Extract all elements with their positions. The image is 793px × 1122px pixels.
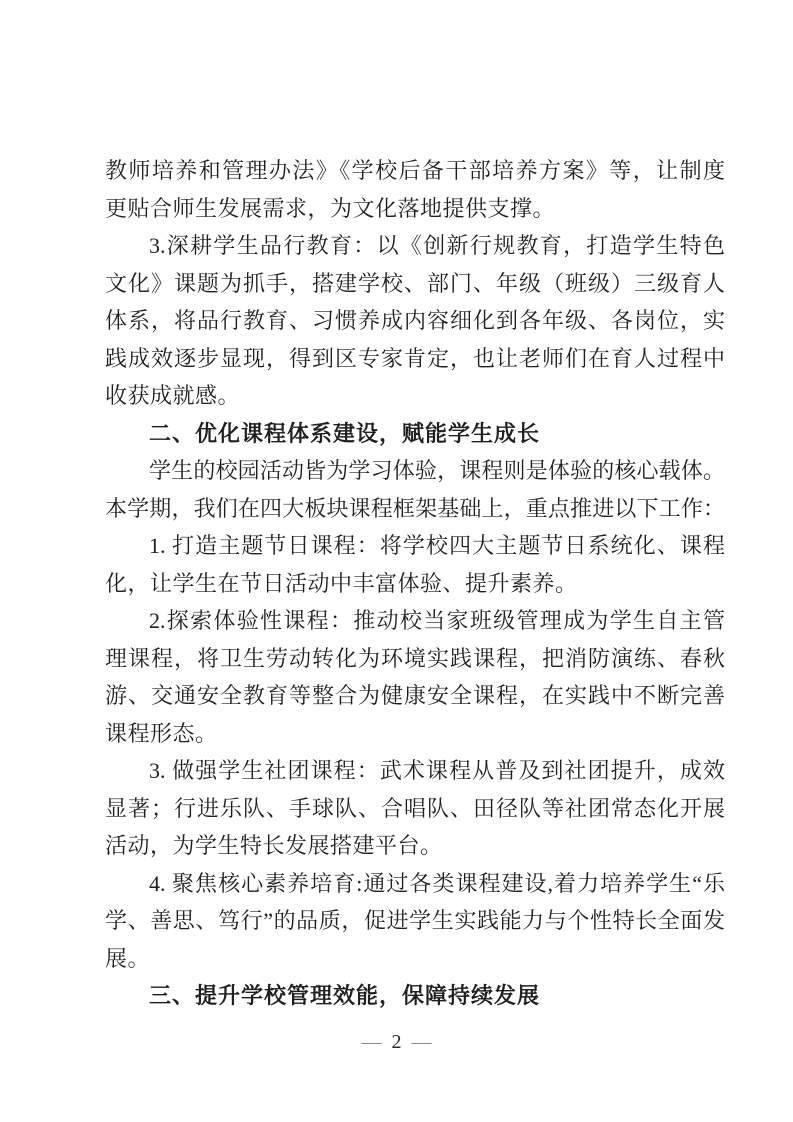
document-body (105, 152, 725, 1015)
text-line: 学、善思、笃行”的品质，促进学生实践能力与个性特长全面发 (105, 908, 725, 933)
text-line: 理课程，将卫生劳动转化为环境实践课程，把消防演练、春秋 (105, 645, 725, 671)
text-line: 2.探索体验性课程：推动校当家班级管理成为学生自主管 (149, 608, 725, 633)
text-line: 践成效逐步显现，得到区专家肯定，也让老师们在育人过程中 (105, 345, 725, 371)
text-line: 显著；行进乐队、手球队、合唱队、田径队等社团常态化开展 (105, 795, 725, 821)
section-heading (105, 415, 725, 453)
paragraph (105, 527, 725, 602)
text-line: 活动，为学生特长发展搭建平台。 (105, 833, 443, 858)
text-line: 更贴合师生发展需求，为文化落地提供支撑。 (105, 195, 556, 221)
text-line: 体系，将品行教育、习惯养成内容细化到各年级、各岗位，实 (105, 308, 725, 333)
page-number: 2 (391, 1031, 402, 1053)
text-line: 教师培养和管理办法》《学校后备干部培养方案》等，让制度 (105, 158, 725, 183)
paragraph (105, 752, 725, 865)
text-line: 展。 (105, 945, 151, 971)
text-line: 1. 打造主题节日课程：将学校四大主题节日系统化、课程 (149, 533, 725, 558)
text-line: 三、提升学校管理效能，保障持续发展 (149, 983, 541, 1008)
text-line: 3. 做强学生社团课程：武术课程从普及到社团提升，成效 (149, 758, 725, 783)
footer-dash-right: — (411, 1031, 432, 1053)
footer-dash-left: — (361, 1031, 382, 1053)
text-line: 文化》课题为抓手，搭建学校、部门、年级（班级）三级育人 (105, 270, 725, 296)
page-footer (0, 1030, 793, 1054)
paragraph (105, 152, 725, 227)
text-line: 二、优化课程体系建设，赋能学生成长 (149, 420, 541, 446)
paragraph (105, 227, 725, 415)
paragraph (105, 452, 725, 527)
text-line: 本学期，我们在四大板块课程框架基础上，重点推进以下工作： (105, 495, 725, 521)
text-line: 4. 聚焦核心素养培育:通过各类课程建设,着力培养学生“乐 (149, 870, 725, 896)
paragraph (105, 602, 725, 752)
text-line: 3.深耕学生品行教育：以《创新行规教育，打造学生特色 (149, 233, 725, 258)
text-line: 课程形态。 (105, 720, 218, 746)
text-line: 游、交通安全教育等整合为健康安全课程，在实践中不断完善 (105, 683, 725, 708)
text-line: 收获成就感。 (105, 383, 241, 408)
text-line: 学生的校园活动皆为学习体验，课程则是体验的核心载体。 (149, 458, 725, 483)
section-heading (105, 977, 725, 1015)
text-line: 化，让学生在节日活动中丰富体验、提升素养。 (105, 570, 578, 596)
paragraph (105, 865, 725, 978)
